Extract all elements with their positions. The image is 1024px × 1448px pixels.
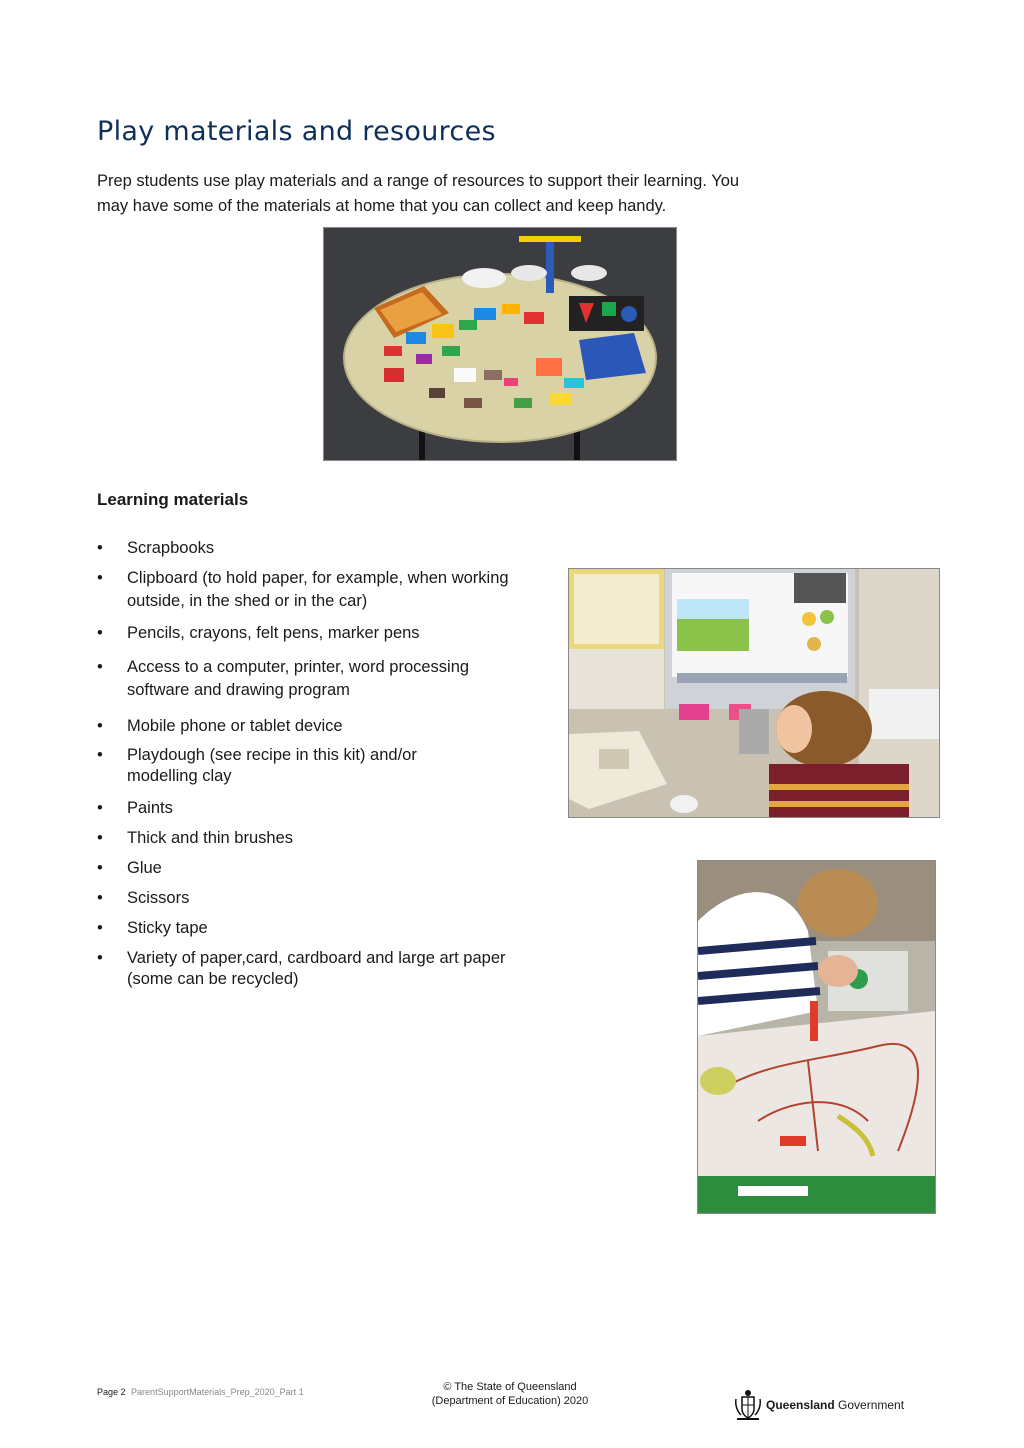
list-item-text: Pencils, crayons, felt pens, marker pens [127, 624, 420, 642]
list-item-text: Clipboard (to hold paper, for example, when working outside, in the shed or in the car) [127, 569, 509, 610]
list-item-text: Access to a computer, printer, word processing software and drawing program [127, 658, 470, 699]
intro-line-2: may have some of the materials at home that you can collect and keep handy. [97, 197, 667, 215]
list-item-text: Scissors [127, 889, 190, 907]
list-item-text: Glue [127, 859, 162, 877]
footer-copyright: © The State of Queensland (Department of Education) 2020 [431, 1381, 589, 1407]
bullet-glyph: • [97, 746, 103, 764]
bullet-glyph: • [97, 799, 103, 817]
government-wordmark: Queensland Government [766, 1398, 905, 1412]
section-heading: Learning materials [97, 490, 249, 509]
footer-page-label [97, 1387, 304, 1397]
child-drawing-photo [697, 860, 936, 1214]
intro-line-1: Prep students use play materials and a range of resources to support their learning. You [97, 172, 740, 190]
bullet-glyph: • [97, 539, 103, 557]
queensland-government-logo [733, 1389, 904, 1421]
list-item-text: Paints [127, 799, 173, 817]
bullet-glyph: • [97, 658, 103, 676]
list-item-text: Thick and thin brushes [127, 829, 294, 847]
bullet-glyph: • [97, 717, 103, 735]
coat-of-arms-icon [733, 1389, 763, 1421]
bullet-glyph: • [97, 569, 103, 587]
bullet-glyph: • [97, 889, 103, 907]
list-item-text: Variety of paper,card, cardboard and large art paper (some can be recycled) [127, 949, 506, 988]
bullet-glyph: • [97, 859, 103, 877]
list-item-text: Scrapbooks [127, 539, 215, 557]
child-at-computer-photo [568, 568, 940, 818]
page-title: Play materials and resources [97, 116, 496, 147]
play-materials-table-photo [323, 227, 677, 461]
list-item-text: Playdough (see recipe in this kit) and/or modelling clay [127, 746, 417, 785]
page-number: Page 2 [97, 1387, 126, 1397]
bullet-glyph: • [97, 949, 103, 967]
intro-paragraph [97, 169, 817, 219]
bullet-glyph: • [97, 919, 103, 937]
list-item-text: Sticky tape [127, 919, 208, 937]
file-name: ParentSupportMaterials_Prep_2020_Part 1 [131, 1387, 304, 1397]
list-item-text: Mobile phone or tablet device [127, 717, 343, 735]
bullet-glyph: • [97, 624, 103, 642]
bullet-glyph: • [97, 829, 103, 847]
